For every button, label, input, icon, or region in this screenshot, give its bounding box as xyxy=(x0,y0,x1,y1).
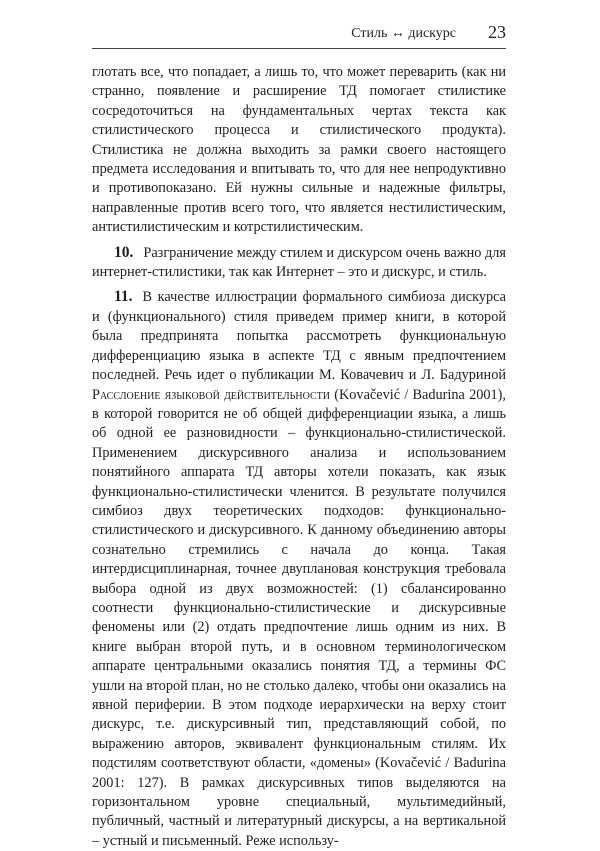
paragraph-10 xyxy=(92,243,506,283)
page-header xyxy=(92,22,506,49)
paragraph-text: Разграничение между стилем и дискурсом очень важно для интернет-стилистики, так как Интернет – это и дискурс, и стиль. xyxy=(92,244,506,281)
running-title: Стиль ↔ дискурс xyxy=(351,26,456,41)
paragraph-text: глотать все, что попадает, а лишь то, что может переварить (как ни странно, появление и расширение ТД помогает стилистике сосредоточиться на фундаментальных чертах текста как стилистического процесса и стилистического продукта). Стилистика не должна выходить за рамки своего настоящего предмета исследования и впитывать то, что для нее непродуктивно и противопоказано. Ей нужны сильные и надежные фильтры, направленные против всего того, что является нестилистическим, антистилистическим и котрстилистическим. xyxy=(92,64,506,236)
paragraph-11 xyxy=(92,287,506,851)
paragraph-text: В качестве иллюстрации формального симбиоза дискурса и (функционального) стиля приведем пример книги, в которой была предпринята попытка рассмотреть функциональную дифференциацию языка в аспекте ТД с явным предпочтением последней. Речь идет о публикации М. Ковачевич и Л. Бадуриной xyxy=(92,289,506,384)
paragraph-number: 11. xyxy=(114,288,133,306)
paragraph-continued xyxy=(92,63,506,238)
book-title: Расслоение языковой действительности xyxy=(92,386,330,403)
paragraph-text: (Kovačević / Badurina 2001), в которой говорится не об общей дифференциации языка, а лишь об одной ее разновидности – функционально-стилистической. Применением дискурсивного анализа и использованием понятийного аппарата ТД авторы хотели показать, как язык функционально-стилистически членится. В результате получился симбиоз двух теоретических подходов: функционально-стилистического и дискурсивного. К данному объединению авторы сознательно стремились с начала до конца. Такая интердисциплинарная, точнее двуплановая конструкция требовала выбора одной из двух возможностей: (1) сбалансированно соотнести функционально-стилистические и дискурсивные феномены или (2) отдать предпочтение лишь одним из них. В книге выбран второй путь, и в основном терминологическом аппарате центральными оказались понятия ТД, а термины ФС ушли на второй план, но не столько далеко, чтобы они оказались на явной периферии. В этом подходе иерархически на верху стоит дискурс, т.е. дискурсивный тип, представляющий собой, по выражению авторов, эквивалент функциональным стилям. Их подстилям соответствуют области, «домены» (Kovačević / Badurina 2001: 127). В рамках дискурсивных типов выделяются на горизонтальном уровне специальный, мультимедийный, публичный, частный и литературный дискурсы, а на вертикальной – устный и письменный. Реже использу- xyxy=(92,386,506,849)
page-number: 23 xyxy=(488,22,506,42)
paragraph-number: 10. xyxy=(114,243,134,261)
body-text xyxy=(92,63,506,851)
